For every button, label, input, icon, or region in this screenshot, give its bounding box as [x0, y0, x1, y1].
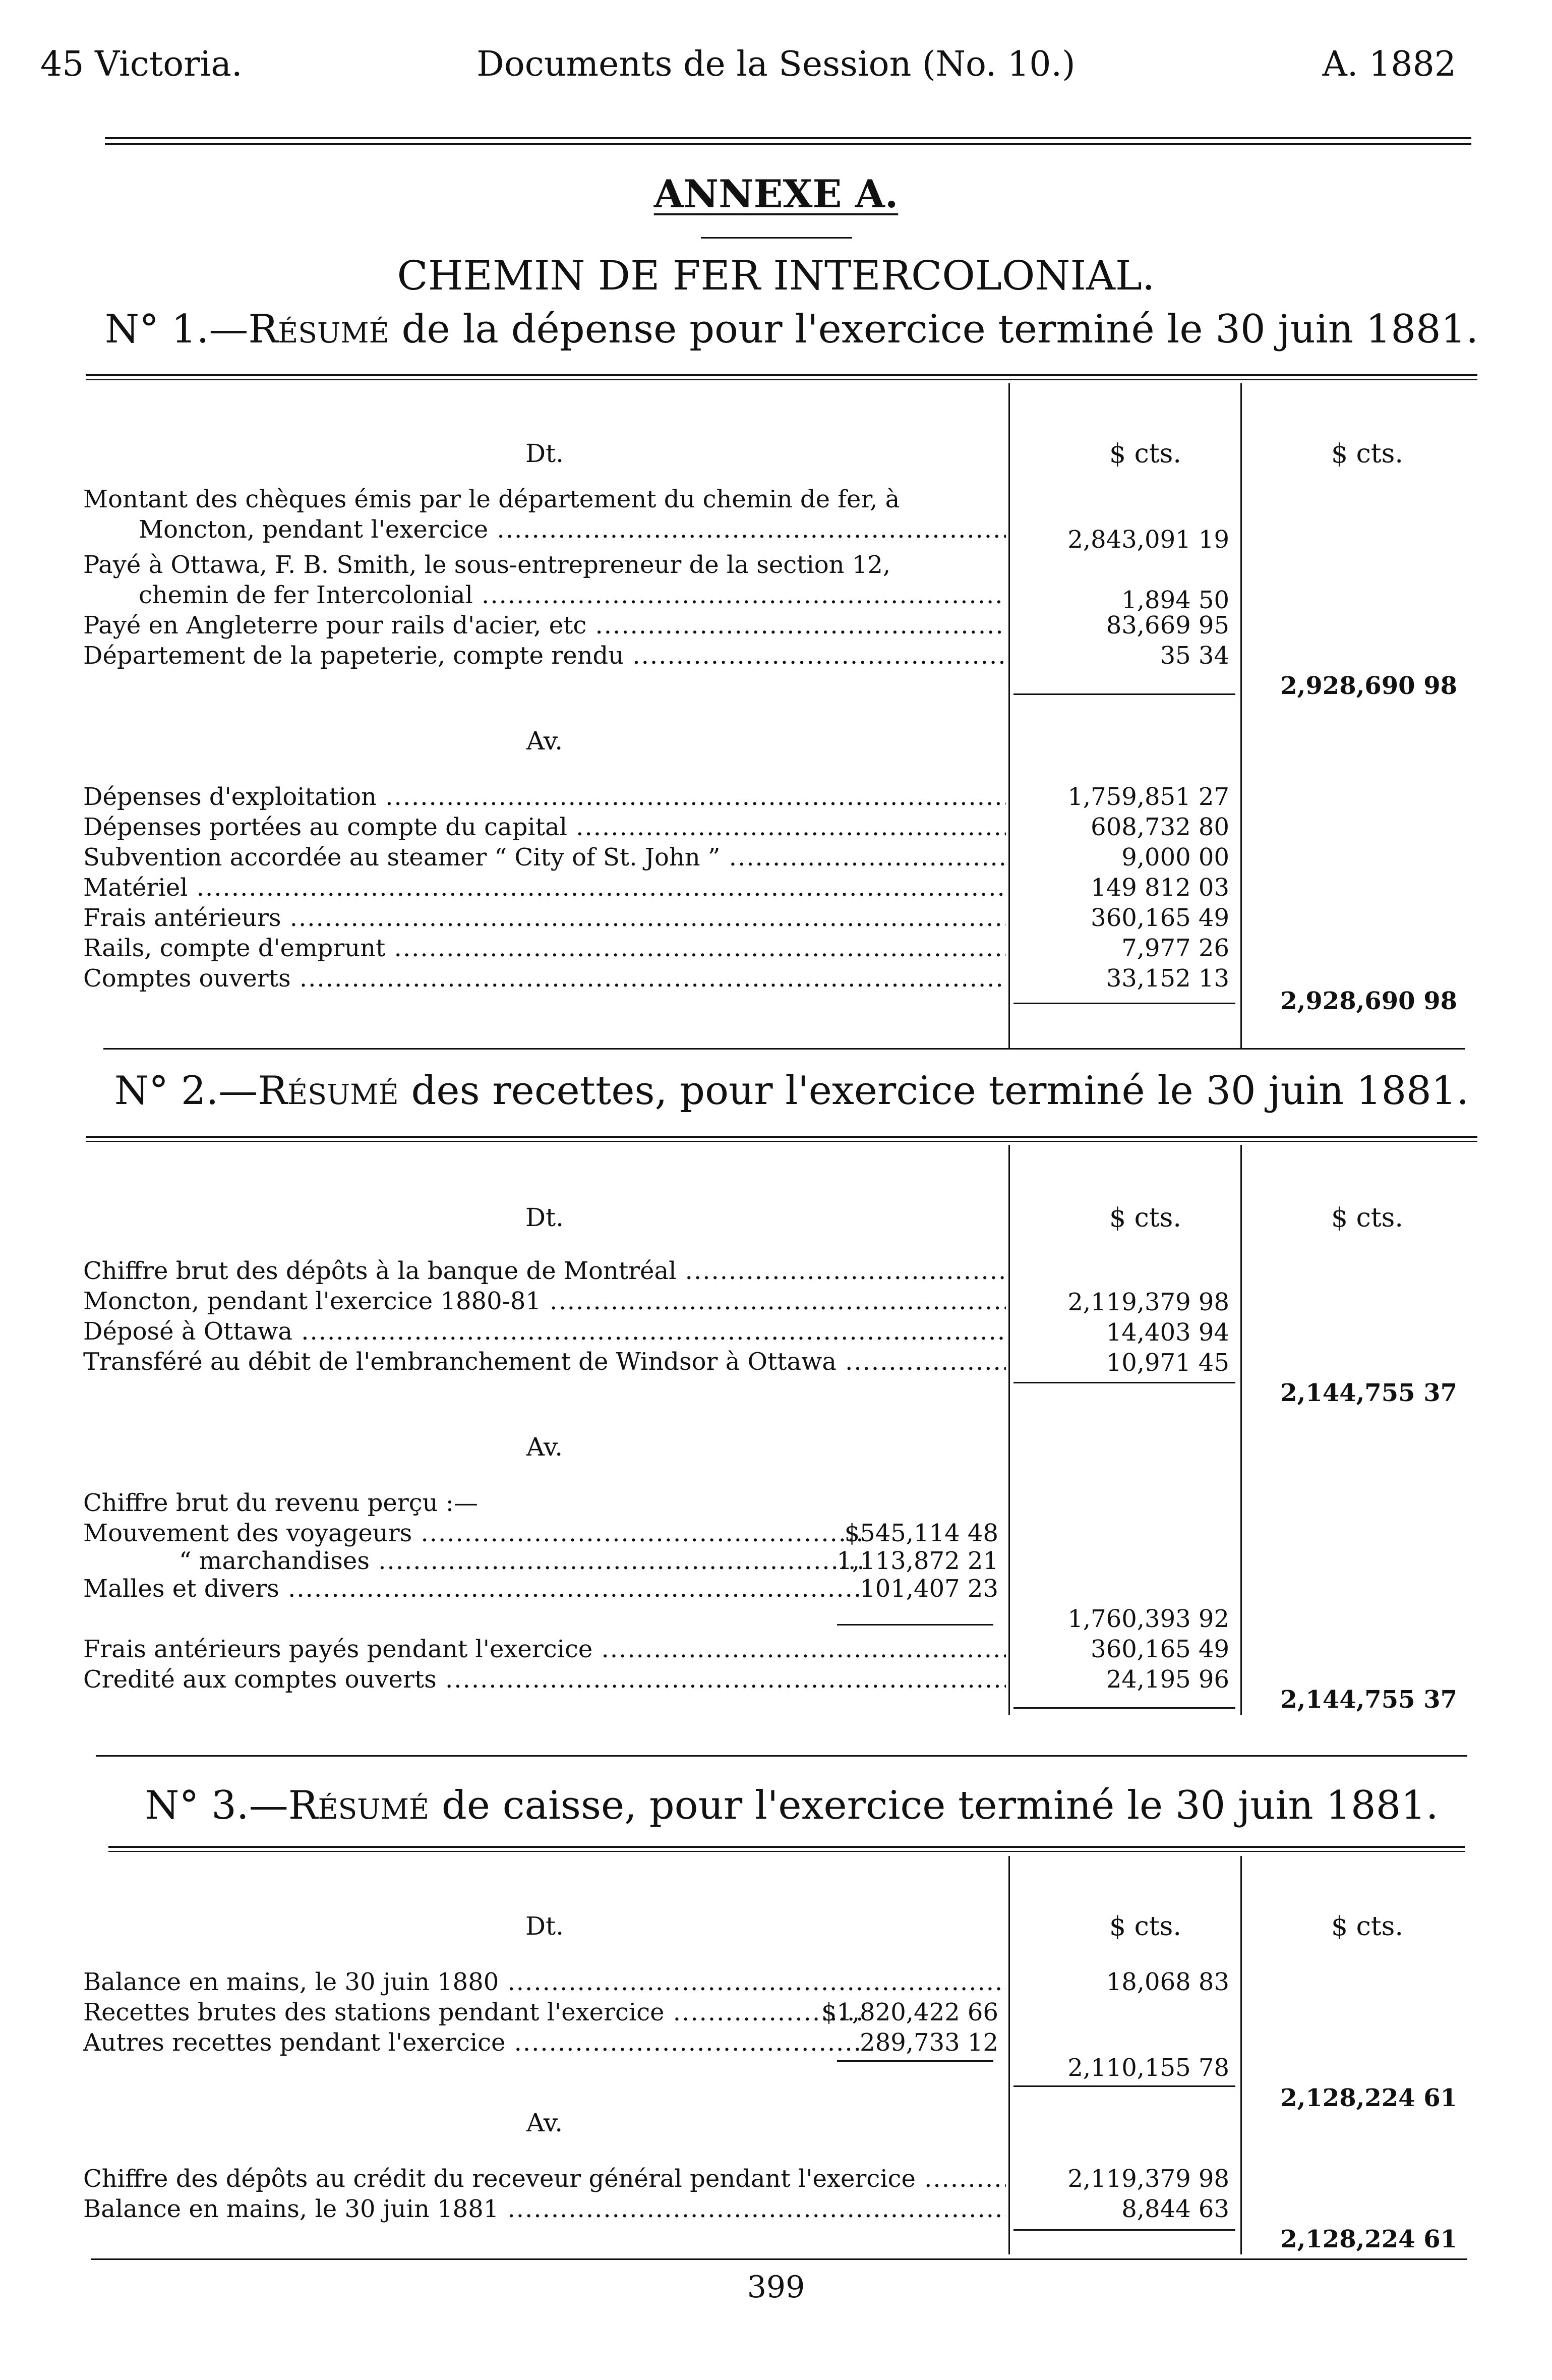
section3-debit-sub-1-amount: $1,820,422 66: [821, 1998, 998, 2026]
section3-debit-sub-2: Autres recettes pendant l'exercice .....: [83, 2027, 865, 2058]
section1-debit-row-4-amount: 35 34: [1160, 642, 1229, 670]
section2-credit-row-1-amount: 360,165 49: [1091, 1635, 1229, 1663]
section3-col2-head: $ cts.: [1331, 1911, 1403, 1942]
section1-title: N° 1.—Résumé de la dépense pour l'exercice terminé le 30 juin 1881.: [104, 307, 1479, 352]
section3-debit-sub-rule: [837, 2060, 993, 2062]
section2-debit-total: 2,144,755 37: [1280, 1379, 1457, 1407]
section3-credit-total: 2,128,224 61: [1280, 2225, 1457, 2253]
section2-dt-label: Dt.: [525, 1203, 564, 1232]
section1-dt-label: Dt.: [525, 439, 564, 468]
section1-debit-row-2-line1: Payé à Ottawa, F. B. Smith, le sous-entrepreneur de la section 12,: [83, 551, 891, 579]
section2-col1-head: $ cts.: [1109, 1203, 1181, 1233]
section2-credit-sub-rule: [837, 1624, 993, 1626]
section3-col-divider-1: [1008, 1856, 1010, 2254]
header-rule-bottom: [105, 143, 1471, 145]
section3-col-divider-2: [1240, 1856, 1242, 2254]
section1-debit-total: 2,928,690 98: [1280, 672, 1457, 700]
section1-credit-row-2: Dépenses portées au compte du capital .....: [83, 812, 1006, 842]
section1-credit-row-7: Comptes ouverts .....: [83, 963, 1006, 994]
section2-credit-sub-1-amount: $545,114 48: [844, 1519, 998, 1547]
section1-credit-row-6: Rails, compte d'emprunt .....: [83, 933, 1006, 963]
section1-debit-row-3: Payé en Angleterre pour rails d'acier, etc .....: [83, 610, 1006, 641]
section1-credit-row-2-amount: 608,732 80: [1091, 813, 1229, 841]
section1-debit-row-2-line2: chemin de fer Intercolonial .....: [139, 580, 1006, 610]
section3-debit-sub-2-amount: 289,733 12: [860, 2028, 998, 2057]
section3-credit-row-2-amount: 8,844 63: [1121, 2195, 1229, 2223]
section3-av-label: Av.: [526, 2108, 563, 2137]
header-rule-top: [105, 137, 1471, 139]
annexe-rule: [701, 237, 852, 239]
section3-credit-row-1: Chiffre des dépôts au crédit du receveur général pendant l'exercice .....: [83, 2164, 1006, 2194]
section2-debit-row-2-amount: 2,119,379 98: [1067, 1288, 1229, 1316]
section1-debit-row-1-amount: 2,843,091 19: [1067, 526, 1229, 554]
section3-credit-row-1-amount: 2,119,379 98: [1067, 2165, 1229, 2193]
section3-end-rule: [91, 2258, 1467, 2260]
section1-credit-subtotal-rule: [1013, 1003, 1235, 1004]
section1-col-divider-1: [1008, 383, 1010, 1049]
section2-credit-sub-total: 1,760,393 92: [1067, 1605, 1229, 1633]
section3-debit-sub-1: Recettes brutes des stations pendant l'exercice .....: [83, 1997, 865, 2027]
section2-credit-subtotal-rule: [1013, 1707, 1235, 1709]
section2-col2-head: $ cts.: [1331, 1203, 1403, 1233]
section1-credit-row-6-amount: 7,977 26: [1121, 934, 1229, 962]
section2-credit-sub-3: Malles et divers .....: [83, 1574, 865, 1604]
section3-debit-row-1: Balance en mains, le 30 juin 1880 .....: [83, 1967, 1006, 1997]
annexe-title: ANNEXE A.: [653, 171, 899, 216]
section2-col-divider-1: [1008, 1145, 1010, 1715]
section2-debit-row-1: Chiffre brut des dépôts à la banque de Montréal .....: [83, 1256, 1006, 1286]
section3-credit-row-2: Balance en mains, le 30 juin 1881 .....: [83, 2194, 1006, 2224]
section2-rule-bottom: [86, 1141, 1477, 1142]
section1-credit-total: 2,928,690 98: [1280, 987, 1457, 1015]
section1-end-rule: [103, 1048, 1465, 1050]
section1-debit-subtotal-rule: [1013, 693, 1235, 695]
section3-debit-sub-total: 2,110,155 78: [1067, 2054, 1229, 2082]
page-number: 399: [747, 2270, 805, 2305]
section2-credit-sub-1: Mouvement des voyageurs .....: [83, 1518, 865, 1548]
section2-debit-row-4-amount: 10,971 45: [1106, 1349, 1229, 1377]
header-left: 45 Victoria.: [40, 44, 243, 84]
section2-credit-row-2-amount: 24,195 96: [1106, 1665, 1229, 1694]
section1-credit-row-1: Dépenses d'exploitation .....: [83, 782, 1006, 812]
section2-debit-row-2: Moncton, pendant l'exercice 1880-81 .....: [83, 1286, 1006, 1316]
section1-credit-row-4-amount: 149 812 03: [1091, 874, 1229, 902]
section3-debit-subtotal-rule: [1013, 2085, 1235, 2087]
section2-credit-sub-3-amount: 101,407 23: [860, 1575, 998, 1603]
section1-debit-row-1-line2: Moncton, pendant l'exercice .....: [139, 514, 1006, 545]
section1-debit-row-3-amount: 83,669 95: [1106, 611, 1229, 640]
section2-credit-total: 2,144,755 37: [1280, 1686, 1457, 1714]
section1-credit-row-4: Matériel .....: [83, 873, 1006, 903]
section1-rule-bottom: [86, 379, 1477, 380]
section1-debit-row-2-amount: 1,894 50: [1121, 586, 1229, 614]
section3-debit-total: 2,128,224 61: [1280, 2084, 1457, 2112]
section2-title: N° 2.—Résumé des recettes, pour l'exercice terminé le 30 juin 1881.: [114, 1068, 1469, 1114]
section3-dt-label: Dt.: [525, 1911, 564, 1941]
section2-credit-sub-2: “ marchandises .....: [179, 1546, 865, 1576]
section2-debit-row-3: Déposé à Ottawa .....: [83, 1316, 1006, 1347]
section2-credit-heading: Chiffre brut du revenu perçu :—: [83, 1489, 478, 1517]
section3-rule-bottom: [108, 1851, 1465, 1852]
section1-debit-row-1-line1: Montant des chèques émis par le département du chemin de fer, à: [83, 485, 900, 513]
section2-rule-top: [86, 1136, 1477, 1138]
section2-end-rule: [96, 1755, 1467, 1757]
railway-title: CHEMIN DE FER INTERCOLONIAL.: [397, 252, 1155, 299]
section1-debit-row-4: Département de la papeterie, compte rendu .....: [83, 641, 1006, 671]
section1-av-label: Av.: [526, 726, 563, 756]
section3-debit-row-1-amount: 18,068 83: [1106, 1968, 1229, 1996]
section1-rule-top: [86, 374, 1477, 376]
section1-credit-row-7-amount: 33,152 13: [1106, 964, 1229, 993]
section2-debit-row-4: Transféré au débit de l'embranchement de Windsor à Ottawa .....: [83, 1347, 1006, 1377]
section2-credit-row-2: Credité aux comptes ouverts .....: [83, 1664, 1006, 1695]
section3-col1-head: $ cts.: [1109, 1911, 1181, 1942]
section3-rule-top: [108, 1846, 1465, 1848]
section2-credit-sub-2-amount: 1,113,872 21: [837, 1547, 998, 1575]
section3-credit-subtotal-rule: [1013, 2229, 1235, 2231]
section1-col-divider-2: [1240, 383, 1242, 1049]
section1-col2-head: $ cts.: [1331, 439, 1403, 469]
section2-credit-row-1: Frais antérieurs payés pendant l'exercice .....: [83, 1634, 1006, 1664]
section2-debit-row-3-amount: 14,403 94: [1106, 1318, 1229, 1347]
section2-av-label: Av.: [526, 1432, 563, 1462]
section1-col1-head: $ cts.: [1109, 439, 1181, 469]
section1-credit-row-1-amount: 1,759,851 27: [1067, 783, 1229, 811]
header-right: A. 1882: [1322, 44, 1456, 84]
section1-credit-row-5-amount: 360,165 49: [1091, 904, 1229, 932]
section3-title: N° 3.—Résumé de caisse, pour l'exercice terminé le 30 juin 1881.: [145, 1783, 1439, 1828]
section1-credit-row-3: Subvention accordée au steamer “ City of St. John ” .....: [83, 842, 1006, 873]
section2-col-divider-2: [1240, 1145, 1242, 1715]
header-center: Documents de la Session (No. 10.): [476, 44, 1076, 84]
section2-debit-subtotal-rule: [1013, 1382, 1235, 1383]
section1-credit-row-5: Frais antérieurs .....: [83, 903, 1006, 933]
section1-credit-row-3-amount: 9,000 00: [1121, 843, 1229, 872]
